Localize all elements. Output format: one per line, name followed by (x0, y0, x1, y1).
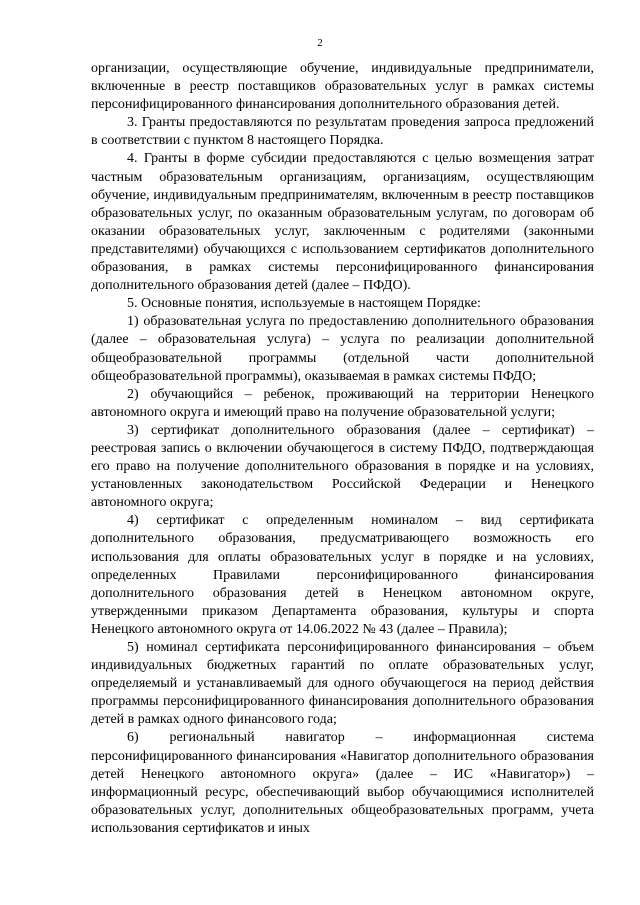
paragraph: 5) номинал сертификата персонифицированного финансирования – объем индивидуальных бюджетных гарантий по оплате образовательных услуг, определяемый и устанавливаемый для одного обучающегося на период действия программы персонифицированного финансирования дополнительного образования детей в рамках одного финансового года; (91, 640, 594, 728)
paragraph: 5. Основные понятия, используемые в настоящем Порядке: (127, 296, 481, 312)
document-body (91, 60, 594, 838)
paragraph: 2) обучающийся – ребенок, проживающий на территории Ненецкого автономного округа и имеющий право на получение образовательной услуги; (91, 386, 594, 420)
paragraph: 4. Гранты в форме субсидии предоставляются с целью возмещения затрат частным образовательным организациям, организациям, осуществляющим обучение, индивидуальным предпринимателям, включенным в реестр поставщиков образовательных услуг, по оказанным образовательным услугам, по договорам об оказании образовательных услуг, заключенным с родителями (законными представителями) обучающихся с использованием сертификатов дополнительного образования, в рамках системы персонифицированного финансирования дополнительного образования детей (далее – ПФДО). (91, 151, 594, 294)
paragraph: 1) образовательная услуга по предоставлению дополнительного образования (далее – образовательная услуга) – услуга по реализации дополнительной общеобразовательной программы (отдельной части дополнительной общеобразовательной программы), оказываемая в рамках системы ПФДО; (91, 314, 594, 384)
page-number: 2 (317, 37, 323, 49)
paragraph: 3) сертификат дополнительного образования (далее – сертификат) – реестровая запись о включении обучающегося в систему ПФДО, подтверждающая его право на получение дополнительного образования в порядке и на условиях, установленных законодательством Российской Федерации и Ненецкого автономного округа; (91, 422, 594, 511)
paragraph: организации, осуществляющие обучение, индивидуальные предприниматели, включенные в реестр поставщиков образовательных услуг в рамках системы персонифицированного финансирования дополнительного образования детей. (91, 61, 594, 113)
paragraph: 6) региональный навигатор – информационная система персонифицированного финансирования «Навигатор дополнительного образования детей Ненецкого автономного округа» (далее – ИС «Навигатор») – информационный ресурс, обеспечивающий выбор обучающимися исполнителей образовательных услуг, дополнительных общеобразовательных программ, учета использования сертификатов и иных (91, 730, 594, 836)
paragraph: 4) сертификат с определенным номиналом – вид сертификата дополнительного образования, предусматривающего возможность его использования для оплаты образовательных услуг в порядке и на условиях, определенных Правилами персонифицированного финансирования дополнительного образования детей в Ненецком автономном округе, утвержденными приказом Департамента образования, культуры и спорта Ненецкого автономного округа от 14.06.2022 № 43 (далее – Правила); (91, 513, 594, 637)
paragraph: 3. Гранты предоставляются по результатам проведения запроса предложений в соответствии с пунктом 8 настоящего Порядка. (91, 115, 594, 149)
